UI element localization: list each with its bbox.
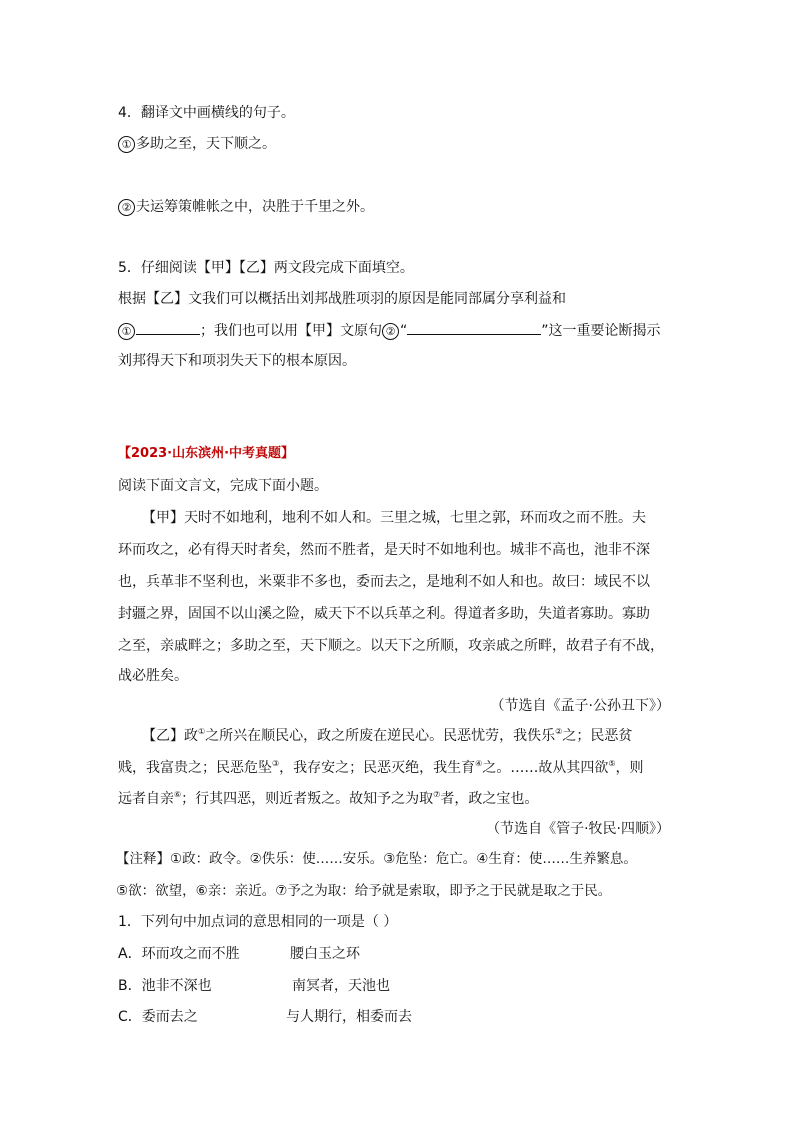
passage-jia-line: 之至，亲戚畔之；多助之至，天下顺之。以天下之所顺，攻亲戚之所畔，故君子有不战， bbox=[118, 638, 664, 654]
text-run: 远者自亲 bbox=[118, 791, 174, 807]
text-run: ，则 bbox=[615, 760, 644, 776]
blank-1-number: ① bbox=[118, 323, 135, 340]
text-run: 【乙】政 bbox=[142, 728, 198, 744]
passage-yi-line-3 bbox=[118, 789, 538, 809]
option-label: B． bbox=[118, 978, 142, 994]
passage-yi-source: （节选自《管子·牧民·四顺》） bbox=[486, 821, 670, 837]
q5-line-1: 根据【乙】文我们可以概括出刘邦战胜项羽的原因是能同部属分享利益和 bbox=[118, 291, 566, 307]
q1-option-c-right: 与人期行，相委而去 bbox=[286, 1009, 412, 1025]
note-mark: ① bbox=[198, 727, 206, 736]
source-tag: 【2023·山东滨州·中考真题】 bbox=[118, 446, 295, 461]
option-label: A． bbox=[118, 946, 142, 962]
text-run: 之；民恶贫 bbox=[562, 728, 633, 744]
q4-item-1 bbox=[118, 134, 276, 154]
option-left-text: 池非不深也 bbox=[141, 978, 212, 994]
note-mark: ⑤ bbox=[608, 759, 616, 768]
text-run: 者，政之宝也。 bbox=[440, 791, 539, 807]
open-quote: “ bbox=[400, 323, 408, 339]
text-run: 贱，我富贵之；民恶危坠 bbox=[118, 760, 272, 776]
q1-option-b[interactable] bbox=[118, 976, 212, 996]
passage-jia-source: （节选自《孟子·公孙丑下》） bbox=[490, 698, 670, 714]
q5-title: 5．仔细阅读【甲】【乙】两文段完成下面填空。 bbox=[118, 260, 414, 276]
q5-mid-text: ；我们也可以用【甲】文原句 bbox=[200, 323, 382, 339]
option-left-text: 环而攻之而不胜 bbox=[141, 946, 240, 962]
note-mark: ③ bbox=[272, 759, 280, 768]
circled-number: ② bbox=[118, 199, 135, 216]
q1-option-c[interactable] bbox=[118, 1007, 198, 1027]
passage-jia-line: 战必胜矣。 bbox=[118, 668, 188, 684]
q1-option-b-right: 南冥者，天池也 bbox=[292, 978, 390, 994]
passage-jia-line: 环而攻之，必有得天时者矣，然而不胜者，是天时不如地利也。城非不高也，池非不深 bbox=[118, 542, 650, 558]
notes-line-1: 【注释】①政：政令。②佚乐：使……安乐。③危坠：危亡。④生育：使……生养繁息。 bbox=[116, 851, 637, 867]
answer-blank-2[interactable] bbox=[407, 320, 541, 335]
passage-yi-line-1 bbox=[142, 726, 632, 746]
q1-option-a-right: 腰白玉之环 bbox=[290, 946, 360, 962]
note-mark: ② bbox=[555, 727, 563, 736]
q1-title: 1．下列句中加点词的意思相同的一项是（ ） bbox=[118, 914, 398, 930]
option-label: C． bbox=[118, 1009, 142, 1025]
text-run: ；行其四恶，则近者叛之。故知予之为取 bbox=[181, 791, 434, 807]
q5-close-text: ”这一重要论断揭示 bbox=[541, 323, 661, 339]
note-mark: ⑥ bbox=[174, 790, 182, 799]
notes-line-2: ⑤欲：欲望，⑥亲：亲近。⑦予之为取：给予就是索取，即予之于民就是取之于民。 bbox=[116, 883, 612, 899]
passage-jia-line: 【甲】天时不如地利，地利不如人和。三里之城，七里之郭，环而攻之而不胜。夫 bbox=[142, 510, 646, 526]
text-run: ，我存安之；民恶灭绝，我生育 bbox=[279, 760, 476, 776]
passage-jia-line: 也，兵革非不坚利也，米粟非不多也，委而去之，是地利不如人和也。故曰：域民不以 bbox=[118, 574, 650, 590]
instruction: 阅读下面文言文，完成下面小题。 bbox=[118, 478, 328, 494]
answer-blank-1[interactable] bbox=[136, 320, 200, 335]
passage-yi-line-2 bbox=[118, 758, 644, 778]
note-mark: ⑦ bbox=[433, 790, 441, 799]
q5-line-3: 刘邦得天下和项羽失天下的根本原因。 bbox=[118, 353, 356, 369]
q4-item-2-text: 夫运筹策帷帐之中，决胜于千里之外。 bbox=[136, 199, 374, 215]
q1-option-a[interactable] bbox=[118, 944, 240, 964]
text-run: 之所兴在顺民心，政之所废在逆民心。民恶忧劳，我佚乐 bbox=[205, 728, 556, 744]
circled-number: ① bbox=[118, 136, 135, 153]
text-run: 之。……故从其四欲 bbox=[482, 760, 609, 776]
q4-item-2 bbox=[118, 197, 374, 217]
option-left-text: 委而去之 bbox=[141, 1009, 198, 1025]
blank-2-number: ② bbox=[382, 323, 399, 340]
q4-item-1-text: 多助之至，天下顺之。 bbox=[136, 136, 276, 152]
q4-title: 4．翻译文中画横线的句子。 bbox=[118, 105, 295, 121]
passage-jia-line: 封疆之界，固国不以山溪之险，威天下不以兵革之利。得道者多助，失道者寡助。寡助 bbox=[118, 606, 650, 622]
note-mark: ④ bbox=[475, 759, 483, 768]
q5-line-2 bbox=[118, 320, 661, 341]
